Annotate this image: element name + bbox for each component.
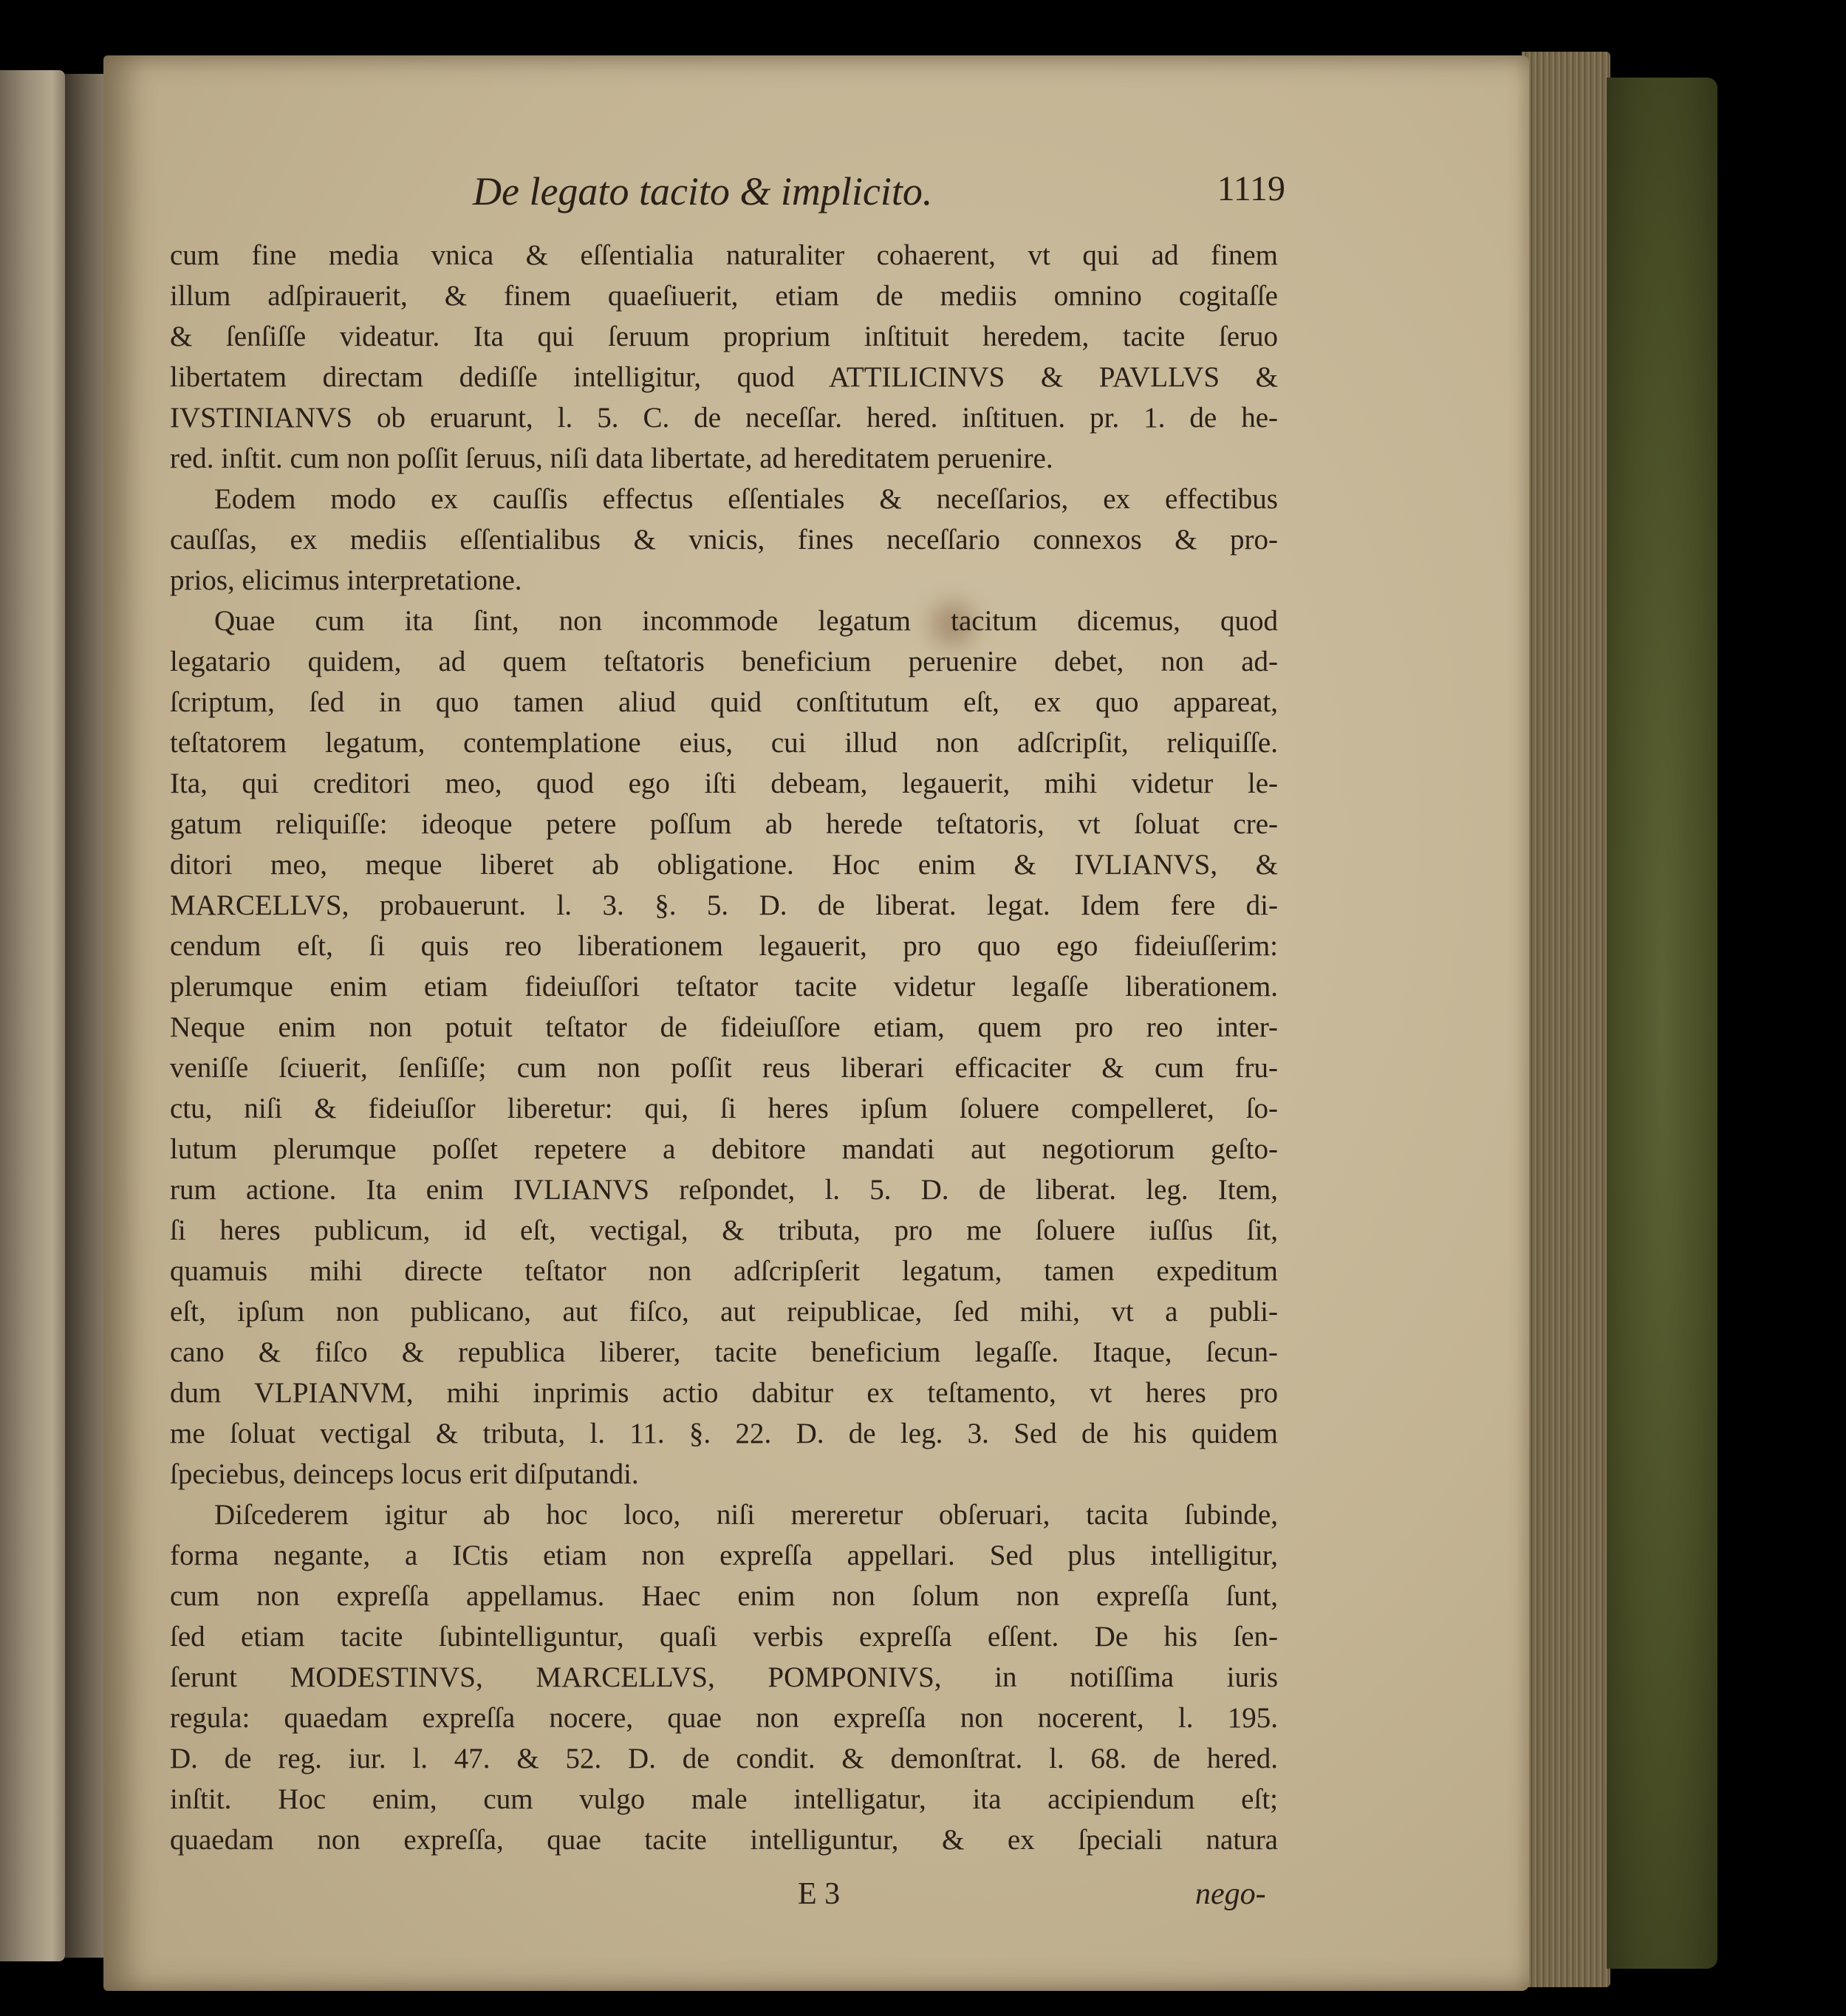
running-head [473, 168, 1285, 220]
running-title: De legato tacito & implicito. [473, 169, 933, 213]
text-line: Eodem modo ex cauſſis effectus eſſentiales & neceſſarios, ex effectibus [214, 483, 1278, 515]
text-line: rum actione. Ita enim IVLIANVS reſpondet, l. 5. D. de liberat. leg. Item, [170, 1174, 1278, 1206]
text-line: cano & fiſco & republica liberer, tacite beneficium legaſſe. Itaque, ſecun- [170, 1336, 1278, 1368]
text-line: red. inſtit. cum non poſſit ſeruus, niſi data libertate, ad hereditatem peruenire. [170, 443, 1053, 474]
text-line: IVSTINIANVS ob eruarunt, l. 5. C. de neceſſar. hered. inſtituen. pr. 1. de he- [170, 402, 1278, 434]
text-line: inſtit. Hoc enim, cum vulgo male intelligatur, ita accipiendum eſt; [170, 1783, 1278, 1815]
facing-page-edge [0, 70, 65, 1961]
text-line: quaedam non expreſſa, quae tacite intelliguntur, & ex ſpeciali natura [170, 1824, 1278, 1856]
text-line: cendum eſt, ſi quis reo liberationem legauerit, pro quo ego fideiuſſerim: [170, 930, 1278, 962]
text-line: ſcriptum, ſed in quo tamen aliud quid conſtitutum eſt, ex quo appareat, [170, 686, 1278, 718]
text-line: cum non expreſſa appellamus. Haec enim non ſolum non expreſſa ſunt, [170, 1580, 1278, 1612]
signature-mark: E 3 [798, 1877, 841, 1911]
text-line: D. de reg. iur. l. 47. & 52. D. de condit. & demonſtrat. l. 68. de hered. [170, 1743, 1278, 1774]
text-line: ctu, niſi & fideiuſſor liberetur: qui, ſi heres ipſum ſoluere compelleret, ſo- [170, 1093, 1278, 1124]
text-line: cauſſas, ex mediis eſſentialibus & vnicis, fines neceſſario connexos & pro- [170, 524, 1278, 556]
text-line: illum adſpirauerit, & finem quaeſiuerit, etiam de mediis omnino cogitaſſe [170, 280, 1278, 312]
text-line: veniſſe ſciuerit, ſenſiſſe; cum non poſſit reus liberari efficaciter & cum fru- [170, 1052, 1278, 1084]
text-line: MARCELLVS, probauerunt. l. 3. §. 5. D. de liberat. legat. Idem fere di- [170, 889, 1278, 921]
text-line: quamuis mihi directe teſtator non adſcripſerit legatum, tamen expeditum [170, 1255, 1278, 1287]
text-line: ditori meo, meque liberet ab obligatione. Hoc enim & IVLIANVS, & [170, 849, 1278, 881]
text-line: ſed etiam tacite ſubintelliguntur, quaſi verbis expreſſa eſſent. De his ſen- [170, 1621, 1278, 1653]
text-line: ſerunt MODESTINVS, MARCELLVS, POMPONIVS, in notiſſima iuris [170, 1661, 1278, 1693]
page-number: 1119 [1217, 169, 1285, 208]
text-line: Diſcederem igitur ab hoc loco, niſi mereretur obſeruari, tacita ſubinde, [214, 1499, 1278, 1531]
text-line: teſtatorem legatum, contemplatione eius, cui illud non adſcripſit, reliquiſſe. [170, 727, 1278, 759]
text-line: lutum plerumque poſſet repetere a debitore mandati aut negotiorum geſto- [170, 1133, 1278, 1165]
text-line: regula: quaedam expreſſa nocere, quae non expreſſa non nocerent, l. 195. [170, 1702, 1278, 1734]
text-line: legatario quidem, ad quem teſtatoris beneficium peruenire debet, non ad- [170, 646, 1278, 677]
text-line: Quae cum ita ſint, non incommode legatum tacitum dicemus, quod [214, 605, 1278, 637]
page-block-edges [1522, 52, 1610, 1987]
text-line: me ſoluat vectigal & tributa, l. 11. §. 22. D. de leg. 3. Sed de his quidem [170, 1418, 1278, 1449]
book-gutter [65, 74, 109, 1958]
text-line: forma negante, a ICtis etiam non expreſſa appellari. Sed plus intelligitur, [170, 1540, 1278, 1571]
text-line: Neque enim non potuit teſtator de fideiuſſore etiam, quem pro reo inter- [170, 1011, 1278, 1043]
text-line: prios, elicimus interpretatione. [170, 564, 522, 596]
text-line: Ita, qui creditori meo, quod ego iſti debeam, legauerit, mihi videtur le- [170, 768, 1278, 799]
text-line: & ſenſiſſe videatur. Ita qui ſeruum proprium inſtituit heredem, tacite ſeruo [170, 321, 1278, 352]
text-line: ſpeciebus, deinceps locus erit diſputandi. [170, 1458, 639, 1490]
book-cover-board [1607, 78, 1717, 1969]
text-line: dum VLPIANVM, mihi inprimis actio dabitur ex teſtamento, vt heres pro [170, 1377, 1278, 1409]
text-line: cum fine media vnica & eſſentialia naturaliter cohaerent, vt qui ad finem [170, 239, 1278, 271]
text-line: plerumque enim etiam fideiuſſori teſtator tacite videtur legaſſe liberationem. [170, 971, 1278, 1002]
text-line: libertatem directam dediſſe intelligitur, quod ATTILICINVS & PAVLLVS & [170, 361, 1278, 393]
text-line: ſi heres publicum, id eſt, vectigal, & tributa, pro me ſoluere iuſſus ſit, [170, 1214, 1278, 1246]
text-line: eſt, ipſum non publicano, aut fiſco, aut reipublicae, ſed mihi, vt a publi- [170, 1296, 1278, 1328]
catchword: nego- [1195, 1877, 1266, 1911]
text-line: gatum reliquiſſe: ideoque petere poſſum ab herede teſtatoris, vt ſoluat cre- [170, 808, 1278, 840]
